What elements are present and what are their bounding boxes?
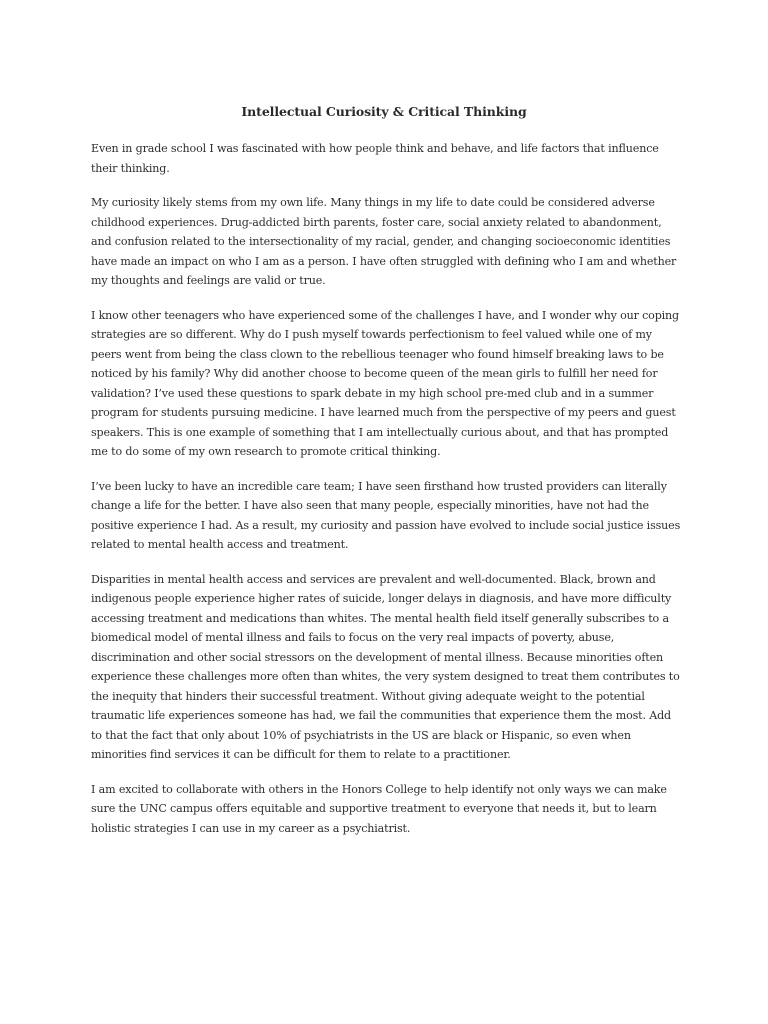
paragraph-4: I’ve been lucky to have an incredible care team; I have seen firsthand how trusted providers can literally change a life for the better. I have also seen that many people, especially minorities, have not had the positive experience I had. As a result, my curiosity and passion have evolved to include social justice issues related to mental health access and treatment.	[91, 479, 681, 551]
paragraph-5: Disparities in mental health access and services are prevalent and well-documented. Black, brown and indigenous people experience higher rates of suicide, longer delays in diagnosis, and have more difficulty accessing treatment and medications than whites. The mental health field itself generally subscribes to a biomedical model of mental illness and fails to focus on the very real impacts of poverty, abuse, discrimination and other social stressors on the development of mental illness. Because minorities often experience these challenges more often than whites, the very system designed to treat them contributes to the inequity that hinders their successful treatment. Without giving adequate weight to the potential traumatic life experiences someone has had, we fail the communities that experience them the most. Add to that the fact that only about 10% of psychiatrists in the US are black or Hispanic, so even when minorities find services it can be difficult for them to relate to a practitioner.	[91, 572, 680, 761]
paragraph-2: My curiosity likely stems from my own life. Many things in my life to date could be considered adverse childhood experiences. Drug-addicted birth parents, foster care, social anxiety related to abandonment, and confusion related to the intersectionality of my racial, gender, and changing socioeconomic identities have made an impact on who I am as a person. I have often struggled with defining who I am and whether my thoughts and feelings are valid or true.	[91, 196, 677, 287]
document-body	[91, 139, 681, 853]
document-title: Intellectual Curiosity & Critical Thinking	[241, 104, 527, 119]
paragraph-3: I know other teenagers who have experienced some of the challenges I have, and I wonder why our coping strategies are so different. Why do I push myself towards perfectionism to feel valued while one of my peers went from being the class clown to the rebellious teenager who found himself breaking laws to be noticed by his family? Why did another choose to become queen of the mean girls to fulfill her need for validation? I’ve used these questions to spark debate in my high school pre-med club and in a summer program for students pursuing medicine. I have learned much from the perspective of my peers and guest speakers. This is one example of something that I am intellectually curious about, and that has prompted me to do some of my own research to promote critical thinking.	[91, 308, 680, 458]
paragraph-1: Even in grade school I was fascinated with how people think and behave, and life factors that influence their thinking.	[91, 142, 659, 175]
paragraph-6: I am excited to collaborate with others in the Honors College to help identify not only ways we can make sure the UNC campus offers equitable and supportive treatment to everyone that needs it, but to learn holistic strategies I can use in my career as a psychiatrist.	[91, 782, 667, 835]
